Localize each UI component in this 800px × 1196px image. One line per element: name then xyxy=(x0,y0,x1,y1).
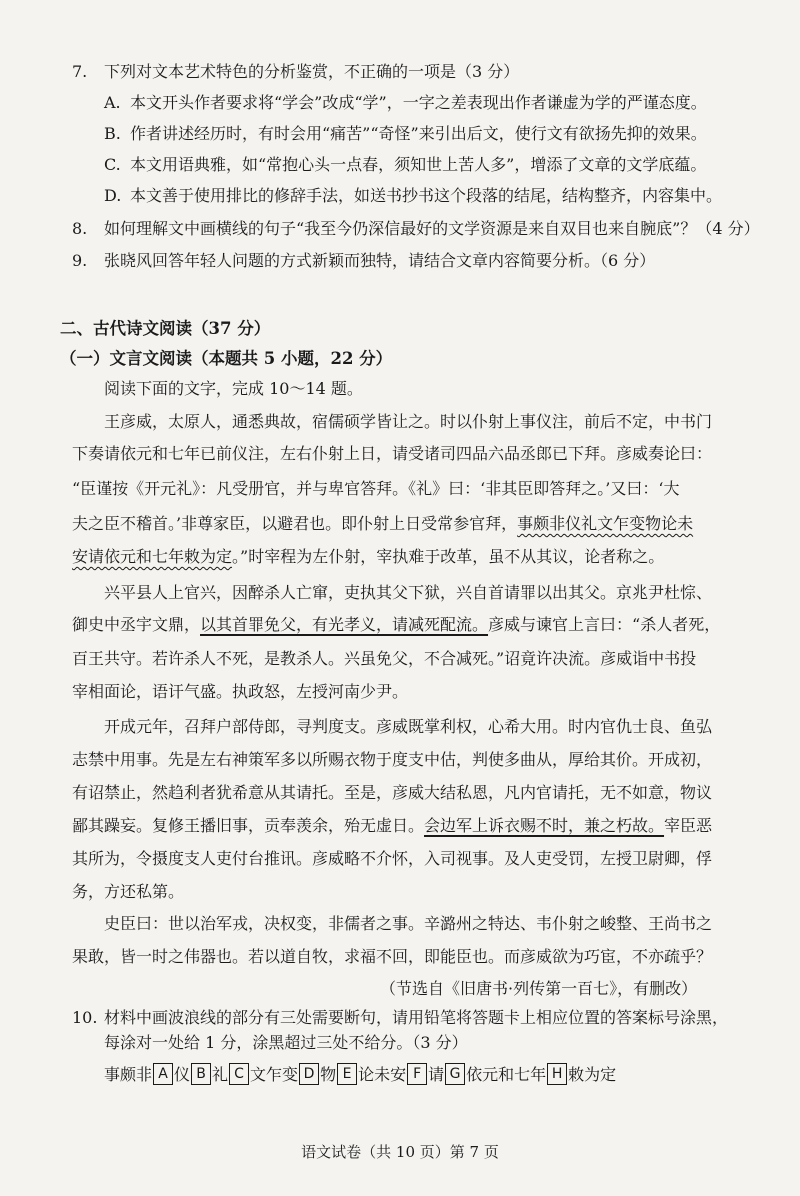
passage-line: 志禁中用事。先是左右神策军多以所赐衣物于度支中估，判使多曲从，厚给其价。开成初， xyxy=(72,750,713,769)
break-option-e[interactable]: E xyxy=(337,1063,357,1085)
passage-line: 王彦威，太原人，通悉典故，宿儒硕学皆让之。时以仆射上事仪注，前后不定，中书门 xyxy=(104,412,713,431)
q10-number: 10. xyxy=(72,1008,98,1027)
q7-option-c-text: 本文用语典雅，如“常抱心头一点春，须知世上苦人多”，增添了文章的文学底蕴。 xyxy=(130,155,707,174)
break-option-g[interactable]: G xyxy=(445,1063,465,1085)
passage-line: “臣谨按《开元礼》：凡受册官，并与卑官答拜。《礼》曰：‘非其臣即答拜之。’又曰：‘大 xyxy=(72,479,680,498)
passage-line: 下奏请依元和七年已前仪注，左右仆射上日，请受诸司四品六品丞郎已下拜。彦威奏论曰： xyxy=(72,444,713,463)
break-option-a[interactable]: A xyxy=(153,1063,173,1085)
passage-line xyxy=(72,815,712,837)
q7-stem: 下列对文本艺术特色的分析鉴赏，不正确的一项是（3 分） xyxy=(104,62,520,81)
passage-line xyxy=(72,546,664,568)
sentence-segment: 文乍变 xyxy=(250,1065,299,1084)
section-title: 二、古代诗文阅读（37 分） xyxy=(60,319,271,338)
q7-option-a-label: A. xyxy=(104,93,121,112)
passage-text: 鄙其躁妄。复修王播旧事，贡奉羡余，殆无虚日。 xyxy=(72,816,425,835)
passage-line: 其所为，令摄度支人吏付台推讯。彦威略不介怀，入司视事。及人吏受罚，左授卫尉卿，俘 xyxy=(72,849,713,868)
passage-line: 务，方还私第。 xyxy=(72,882,185,901)
q7-option-d-text: 本文善于使用排比的修辞手法，如送书抄书这个段落的结尾，结构整齐，内容集中。 xyxy=(130,186,723,205)
wavy-underlined-text: 安请依元和七年敕为定 xyxy=(72,547,233,566)
q9-number: 9. xyxy=(72,251,88,270)
sentence-segment: 物 xyxy=(320,1065,337,1084)
sentence-segment: 仪 xyxy=(174,1065,191,1084)
break-option-c[interactable]: C xyxy=(229,1063,249,1085)
passage-line: 宰相面论，语讦气盛。执政怒，左授河南少尹。 xyxy=(72,682,409,701)
q7-option-c-label: C. xyxy=(104,155,121,174)
q7-number: 7. xyxy=(72,62,88,81)
break-option-d[interactable]: D xyxy=(299,1063,319,1085)
page-footer: 语文试卷（共 10 页）第 7 页 xyxy=(301,1143,499,1161)
passage-line: 百王共守。若许杀人不死，是教杀人。兴虽免父，不合减死。”诏竟许决流。彦威诣中书投 xyxy=(72,649,697,668)
passage-text: 。”时宰程为左仆射，宰执难于改革，虽不从其议，论者称之。 xyxy=(232,547,665,566)
sentence-segment: 敕为定 xyxy=(568,1065,617,1084)
q7-option-b-text: 作者讲述经历时，有时会用“痛苦”“奇怪”来引出后文，使行文有欲扬先抑的效果。 xyxy=(130,124,707,143)
q10-text: 每涂对一处给 1 分，涂黑超过三处不给分。（3 分） xyxy=(104,1033,468,1052)
wavy-underlined-text: 事颇非仪礼文乍变物论未 xyxy=(517,514,694,533)
passage-line: 果敢，皆一时之伟器也。若以道自牧，求福不回，即能臣也。而彦威欲为巧宦，不亦疏乎？ xyxy=(72,947,713,966)
passage-line: 史臣曰：世以治军戎，决权变，非儒者之事。辛潞州之特达、韦仆射之峻整、王尚书之 xyxy=(104,914,713,933)
sentence-segment: 事颇非 xyxy=(104,1065,153,1084)
passage-line xyxy=(72,513,693,535)
passage-line: 开成元年，召拜户部侍郎，寻判度支。彦威既掌利权，心希大用。时内官仇士良、鱼弘 xyxy=(104,717,713,736)
passage-text: 御史中丞宇文鼎， xyxy=(72,615,201,634)
underlined-sentence: 会边军上诉衣赐不时，兼之朽故。 xyxy=(424,816,665,835)
q8-number: 8. xyxy=(72,219,88,238)
q7-option-b-label: B. xyxy=(104,124,121,143)
passage-line: 有诏禁止，然趋利者犹希意从其请托。至是，彦威大结私恩，凡内官请托，无不如意，物议 xyxy=(72,783,713,802)
sentence-segment: 依元和七年 xyxy=(466,1065,547,1084)
q10-text: 材料中画波浪线的部分有三处需要断句，请用铅笔将答题卡上相应位置的答案标号涂黑， xyxy=(104,1008,729,1027)
break-option-f[interactable]: F xyxy=(407,1063,427,1085)
passage-line: 兴平县人上官兴，因醉杀人亡窜，吏执其父下狱，兴自首请罪以出其父。京兆尹杜悰、 xyxy=(104,583,713,602)
q9-text: 张晓风回答年轻人问题的方式新颖而独特，请结合文章内容简要分析。（6 分） xyxy=(104,251,656,270)
passage-source: （节选自《旧唐书·列传第一百七》，有删改） xyxy=(380,979,698,998)
break-option-h[interactable]: H xyxy=(547,1063,567,1085)
sentence-segment: 请 xyxy=(428,1065,445,1084)
underlined-sentence: 以其首罪免父，有光孝义，请减死配流。 xyxy=(200,615,489,634)
passage-text: 宰臣恶 xyxy=(664,816,713,835)
q7-option-d-label: D. xyxy=(104,186,122,205)
passage-text: 夫之臣不稽首。’非尊家臣，以避君也。即仆射上日受常参官拜， xyxy=(72,514,518,533)
passage-text: 彦威与谏官上言曰：“杀人者死， xyxy=(488,615,721,634)
reading-instruction: 阅读下面的文字，完成 10～14 题。 xyxy=(104,379,363,398)
q8-text: 如何理解文中画横线的句子“我至今仍深信最好的文学资源是来自双目也来自腕底”？（4 分） xyxy=(104,219,760,238)
break-option-b[interactable]: B xyxy=(191,1063,211,1085)
q7-option-a-text: 本文开头作者要求将“学会”改成“学”，一字之差表现出作者谦虚为学的严谨态度。 xyxy=(130,93,707,112)
passage-line xyxy=(72,614,720,636)
q10-answer-options xyxy=(104,1062,616,1085)
sentence-segment: 论未安 xyxy=(358,1065,407,1084)
sentence-segment: 礼 xyxy=(212,1065,229,1084)
section-subtitle: （一）文言文阅读（本题共 5 小题，22 分） xyxy=(60,349,393,368)
